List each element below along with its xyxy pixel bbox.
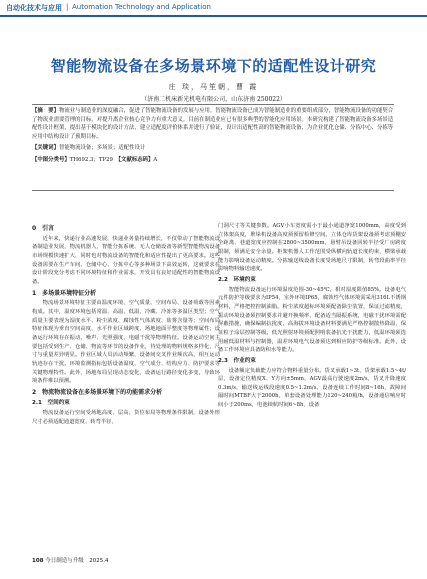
paragraph: 近年来，快递行业高速发展，快递业务量持续增长，不仅带动了智能物流设备制造业发展，物流机器人、智能分拣系统、无人仓储设备等新型智能物流设备市场规模快速扩大，同时也对物流设备的智能化和适应性提出了更高要求。这些设备需要在生产车间、仓储中心、分拣中心等多种场景下高效运转，这就要求在设计阶段充分考虑不同环境特征和作业需求，开发具有良好适配性的智能物流设备。 [32, 235, 220, 285]
header-section-en: Automation Technology and Application [72, 3, 211, 11]
abstract-block [32, 107, 394, 164]
abstract-top-rule [32, 104, 394, 105]
right-column [218, 222, 406, 410]
subsection-heading: 2.3 作业约束 [218, 357, 256, 364]
abstract-bottom-rule [32, 190, 394, 191]
section-heading: 0 引言 [32, 225, 55, 232]
doc-code-label: 【文献标志码】 [118, 156, 154, 163]
subsection-heading: 2.2 环境约束 [218, 276, 256, 283]
abstract-text: 物流业与制造业的深度融合，促进了智能物流设备的发展与应用。智能物流设备已成为智能制造业的重要组成部分，智能物流设备的功能契合了物流业需要管理的目标，对提升离企业核心竞争力有重大意义。目前在制造业应已有很多典型的智能化应用场景。本研究构建了智能物流设备多场景适配性设计框架，提出基于模块化的设计方法，建立适配度评价体系并进行了验证，设计出适配性高的智能物流设备，为企业优化仓储、分拣中心、分拣等应用中结构设计了预期目标。 [32, 108, 394, 141]
article-title: 智能物流设备在多场景环境下的适配性设计研究 [50, 57, 377, 75]
section-heading: 1 多场景环境特征分析 [32, 289, 97, 297]
paragraph: 物流场景环境特征主要由温度环境、空气质量、空间布局、设备荷载等因素构成。其中，温度环境包括常温、高温、低温、冷藏、冷冻等多温区类型；空气质量主要表现为湿度水平、粉尘浓度、腐蚀性气体浓度、盐雾含量等；空间布局特征体现为垂直空间高度、水平作业区域跨度、场地地面平整度等物理属性；设备运行环境存在振动、噪声、光照强度、电磁干扰等物理特征。设备运动空间主要包括受到生产、仓储、物流等环节的设备作业，待处理的物料规格多样化，尺寸与重量差异明显。作业区域人员活动频繁，设备间交叉作业频次高，相互运动轨迹存在干扰。环境监测指标包括设备温度、空气成分、结构应力、防护要求等关键物理特性。此外，场地布局呈现动态变化，设备运行路径变化多变，导致环境条件难以预测。 [32, 300, 220, 385]
paragraph: 智能物流设备运行环境温度范围-30~45℃，相对湿度限值85%。设备电气元件防护等级要求为IP54，室外环境IP65，腐蚀性气体环境需采用316L不锈钢材料，严格把控控制油脂。粉尘浓度超标环境须配备除尘装置，保证过滤精度，振动环境设备须控制要求并避开换频率，配备适当隔振系统，电磁干扰环境需配屏蔽措施，确保编制抗扰度，高海拔环境设备材料要满足严格控制散热降温，保证粒子涂层控制等级。低光照射环境须配照明装备抗光干扰能力，低温环境须选用耐低温材料与控制器，温差环境电气设备须达到相应防护等级标准。此外，设备工作环境应具备防积水等能力。 [218, 286, 406, 354]
paragraph: 物流设备运行空间受场地高度、层高、货位布局等物理条件限制，设备外形尺寸必须适配通道宽度、转弯半径、 [32, 410, 220, 425]
paragraph: 门洞尺寸等关键参数。AGV小车宽度需小于最小通道净宽1000mm，高度受到立体架高度，堆垛机设备高度须预留检修空间。立体仓库货架设备须考虑顶棚安全距离，巷道宽度应控制在2800~3500mm，悬臂吊设备回转半径受厂房跨度限制，须满足安全余量。柜架机器人工作范围受纵横向轨道长度约束，横梁承载能力影响设备运动精度。分拣输送线设备长度受场地尺寸限制，转弯段曲率半径影响物料输送速度。 [218, 223, 406, 273]
abstract-label: 【摘 要】 [32, 108, 59, 114]
header-section-cn: 自动化技术与应用 [6, 4, 62, 12]
authors: 庄 琰，马笙朝，曹 霞 [168, 83, 259, 91]
keywords [32, 144, 394, 153]
clc-value: TH692.3；TP29 [69, 156, 113, 163]
header-separator: | [66, 3, 69, 11]
journal-name: 今日制造与升级 2025.4 [45, 558, 109, 564]
header-rule [0, 15, 427, 17]
section-heading: 2 物流物流设备在多场景环境下的功能需求分析 [32, 388, 163, 396]
abstract [32, 107, 394, 142]
page-number: 108 [32, 558, 44, 564]
keywords-text: 智能物流设备；多场景；适配性设计 [58, 144, 146, 151]
subsection-heading: 2.1 空间约束 [32, 400, 70, 407]
clc-label: 【中图分类号】 [32, 156, 70, 163]
doc-code-value: A [153, 156, 158, 163]
left-column [32, 222, 220, 426]
paragraph: 设备额定负载能力应符合物料重量分布。货叉承载1~3t，货架承载1.5~4t/层，设备定位精度X、Y方向±5mm，AGV最高行驶速度2m/s，货叉升降速度0.3m/s，输送线运线段速度0.5~1.2m/s，设备连续工作时间8~16h，故障间隔时间MTBF大于2000h，单套设备处理能力120~240箱/h，设备通信响应时间小于200ms，电池续航时间6~8h，设备 [218, 367, 406, 409]
page-footer [32, 556, 108, 564]
keywords-label: 【关键词】 [32, 144, 59, 151]
running-header [0, 0, 427, 18]
affiliation: （济南二机床新光机电有限公司，山东济南 250022） [141, 96, 286, 103]
classification [32, 156, 394, 165]
